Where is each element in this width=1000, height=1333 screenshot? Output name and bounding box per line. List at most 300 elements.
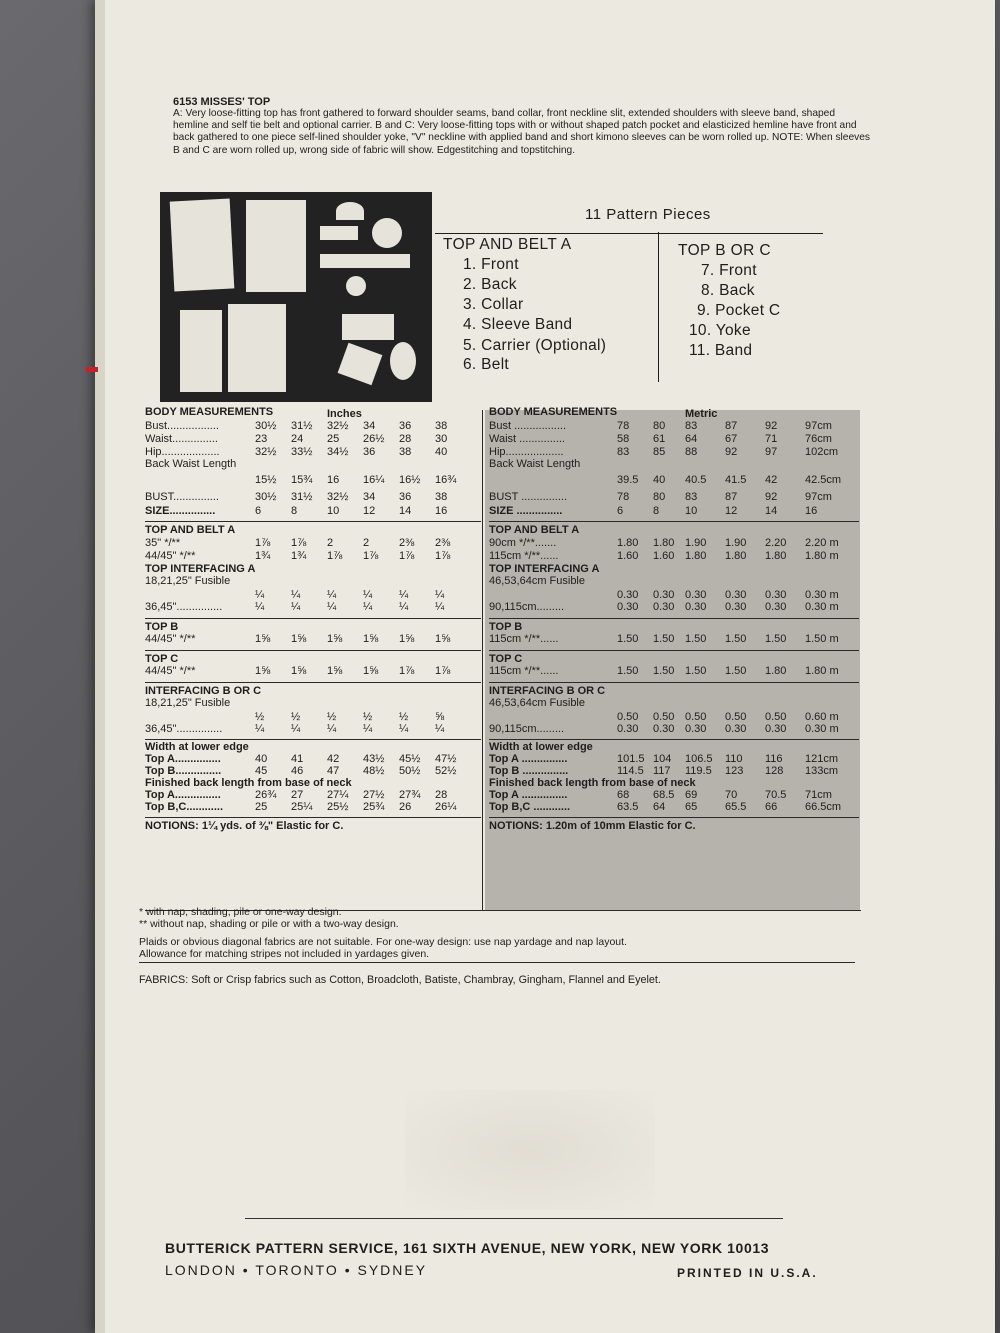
table-cell: 121cm — [805, 753, 839, 765]
section-title: BODY MEASUREMENTS — [489, 406, 618, 418]
piece-shape — [390, 342, 416, 380]
table-cell: 16½ — [399, 474, 421, 486]
divider — [145, 682, 481, 683]
table-cell: 76cm — [805, 433, 832, 445]
piece-item: 6. Belt — [463, 356, 510, 373]
red-mark — [86, 367, 98, 372]
section-title: Width at lower edge — [489, 741, 593, 753]
table-cell: ¼ — [399, 601, 409, 613]
table-cell: 0.30 — [653, 601, 675, 613]
table-cell: 34 — [363, 491, 376, 503]
table-cell: 30½ — [255, 420, 277, 432]
piece-shape — [320, 254, 410, 268]
table-cell: 0.30 m — [805, 723, 839, 735]
piece-shape — [246, 200, 306, 292]
piece-item: 3. Collar — [463, 296, 524, 313]
row-label: Back Waist Length — [145, 458, 237, 470]
table-cell: ¼ — [363, 723, 373, 735]
table-cell: ¼ — [363, 601, 373, 613]
piece-shape — [170, 198, 235, 291]
table-cell: 128 — [765, 765, 784, 777]
row-label: Top A............... — [145, 789, 221, 801]
table-cell: 34½ — [327, 446, 349, 458]
table-cell: 92 — [765, 420, 778, 432]
table-cell: ¼ — [327, 589, 337, 601]
table-cell: 1⅞ — [435, 665, 451, 677]
table-cell: 38 — [399, 446, 412, 458]
row-label: Top B,C ............ — [489, 801, 571, 813]
row-label: Bust ................. — [489, 420, 567, 432]
table-cell: 25 — [327, 433, 340, 445]
section-title: Width at lower edge — [145, 741, 249, 753]
section-title: Finished back length from base of neck — [145, 777, 352, 789]
table-cell: ¼ — [291, 601, 301, 613]
table-cell: 15½ — [255, 474, 277, 486]
table-cell: 92 — [725, 446, 738, 458]
table-cell: ¼ — [327, 723, 337, 735]
pattern-code: 6153 MISSES' TOP — [173, 96, 271, 108]
table-cell: 88 — [685, 446, 698, 458]
piece-item: 2. Back — [463, 276, 517, 293]
table-cell: 1⅝ — [327, 665, 343, 677]
table-cell: 23 — [255, 433, 268, 445]
table-cell: 68.5 — [653, 789, 675, 801]
table-cell: 97 — [765, 446, 778, 458]
table-cell: 102cm — [805, 446, 839, 458]
table-cell: 61 — [653, 433, 666, 445]
divider — [145, 618, 481, 619]
divider — [145, 739, 481, 740]
table-cell: ⅝ — [435, 711, 445, 723]
row-label: BUST............... — [145, 491, 219, 503]
table-cell: 2⅜ — [435, 537, 451, 549]
row-label: Top B............... — [145, 765, 222, 777]
metric-panel — [485, 410, 860, 910]
piece-item: 4. Sleeve Band — [463, 316, 573, 333]
notions: NOTIONS: 1¼ yds. of ⅜" Elastic for C. — [145, 820, 344, 832]
table-cell: 26¼ — [435, 801, 457, 813]
piece-item: 8. Back — [701, 282, 755, 299]
company-cities: LONDON • TORONTO • SYDNEY — [165, 1262, 428, 1278]
table-cell: 1⅞ — [291, 537, 307, 549]
divider — [145, 817, 481, 818]
table-cell: 0.50 — [725, 711, 747, 723]
table-cell: 16 — [435, 505, 448, 517]
table-cell: 27½ — [363, 789, 385, 801]
table-cell: 31½ — [291, 491, 313, 503]
row-label: 36,45"............... — [145, 723, 223, 735]
table-cell: 41.5 — [725, 474, 747, 486]
table-cell: 2⅜ — [399, 537, 415, 549]
table-cell: 0.30 — [685, 589, 707, 601]
table-cell: 1⅝ — [291, 665, 307, 677]
table-cell: 0.30 m — [805, 589, 839, 601]
row-label: 46,53,64cm Fusible — [489, 575, 585, 587]
table-cell: 30 — [435, 433, 448, 445]
divider — [482, 410, 483, 910]
table-cell: 28 — [399, 433, 412, 445]
table-cell: 1.50 — [617, 633, 639, 645]
table-cell: 26 — [399, 801, 412, 813]
table-cell: 1⅝ — [291, 633, 307, 645]
fabrics-note: FABRICS: Soft or Crisp fabrics such as Cotton, Broadcloth, Batiste, Chambray, Gingham, Flannel and Eyelet. — [139, 974, 661, 986]
table-cell: 10 — [327, 505, 340, 517]
table-cell: ¼ — [327, 601, 337, 613]
table-cell: 31½ — [291, 420, 313, 432]
table-cell: 67 — [725, 433, 738, 445]
table-cell: 36 — [399, 420, 412, 432]
section-title: TOP C — [489, 653, 523, 665]
row-label: 46,53,64cm Fusible — [489, 697, 585, 709]
table-cell: ¼ — [399, 723, 409, 735]
table-cell: 65 — [685, 801, 698, 813]
envelope-back — [105, 0, 985, 1333]
table-cell: 1.60 — [617, 550, 639, 562]
group-bc-title: TOP B OR C — [678, 242, 772, 259]
table-cell: ¼ — [255, 723, 265, 735]
table-cell: 65.5 — [725, 801, 747, 813]
divider — [489, 521, 859, 522]
piece-shape — [180, 310, 222, 392]
row-label: 90,115cm......... — [489, 723, 564, 735]
table-cell: 42.5cm — [805, 474, 842, 486]
piece-item: 1. Front — [463, 256, 519, 273]
table-cell: ¼ — [291, 723, 301, 735]
table-cell: 117 — [653, 765, 671, 777]
table-cell: ¼ — [363, 589, 373, 601]
table-cell: 0.30 — [725, 601, 747, 613]
pattern-pieces-title: 11 Pattern Pieces — [585, 206, 711, 223]
piece-item: 10. Yoke — [689, 322, 751, 339]
table-cell: 27¼ — [327, 789, 349, 801]
table-cell: 123 — [725, 765, 744, 777]
piece-shape — [372, 218, 402, 248]
table-cell: 80 — [653, 420, 666, 432]
table-cell: 48½ — [363, 765, 385, 777]
table-cell: 2 — [327, 537, 334, 549]
table-cell: 42 — [765, 474, 778, 486]
table-cell: 14 — [765, 505, 778, 517]
table-cell: 1.50 m — [805, 633, 839, 645]
table-cell: 1.50 — [685, 633, 707, 645]
table-cell: 69 — [685, 789, 698, 801]
piece-shape — [342, 314, 394, 340]
row-label: Waist ............... — [489, 433, 565, 445]
table-cell: 0.30 — [725, 589, 747, 601]
divider — [489, 682, 859, 683]
table-cell: 40 — [255, 753, 268, 765]
row-label: 90,115cm......... — [489, 601, 564, 613]
table-cell: 12 — [725, 505, 738, 517]
table-cell: 58 — [617, 433, 630, 445]
table-cell: 70.5 — [765, 789, 787, 801]
table-cell: 1.60 — [653, 550, 675, 562]
row-label: 18,21,25" Fusible — [145, 697, 231, 709]
table-cell: 0.30 — [617, 723, 639, 735]
plaids-note: Plaids or obvious diagonal fabrics are not suitable. For one-way design: use nap yardage and nap layout. — [139, 936, 627, 948]
footnote-nap: * with nap, shading, pile or one-way design. — [139, 906, 342, 918]
row-label: BUST ............... — [489, 491, 568, 503]
table-cell: 1.50 — [725, 665, 747, 677]
table-cell: 66.5cm — [805, 801, 842, 813]
table-cell: 85 — [653, 446, 666, 458]
section-title: TOP INTERFACING A — [489, 563, 600, 575]
table-cell: ¼ — [255, 589, 265, 601]
table-cell: 10 — [685, 505, 698, 517]
table-cell: ¼ — [399, 589, 409, 601]
table-cell: 26¾ — [255, 789, 277, 801]
table-cell: 2 — [363, 537, 370, 549]
table-cell: 52½ — [435, 765, 457, 777]
section-title: TOP INTERFACING A — [145, 563, 256, 575]
table-cell: 6 — [255, 505, 262, 517]
table-cell: 8 — [291, 505, 298, 517]
table-cell: ½ — [291, 711, 301, 723]
divider — [489, 817, 859, 818]
table-cell: 43½ — [363, 753, 385, 765]
section-title: INTERFACING B OR C — [145, 685, 262, 697]
table-cell: ¼ — [435, 601, 445, 613]
pattern-pieces-diagram — [160, 192, 432, 402]
table-cell: 47½ — [435, 753, 457, 765]
table-cell: 40 — [653, 474, 666, 486]
row-label: 115cm */**...... — [489, 633, 559, 645]
table-cell: 80 — [653, 491, 666, 503]
table-cell: 14 — [399, 505, 412, 517]
table-cell: 1.50 — [685, 665, 707, 677]
table-cell: 26½ — [363, 433, 385, 445]
table-cell: 34 — [363, 420, 376, 432]
divider — [489, 650, 859, 651]
table-cell: 1.90 — [725, 537, 747, 549]
piece-item: 5. Carrier (Optional) — [463, 337, 607, 354]
table-cell: 83 — [685, 491, 698, 503]
table-cell: 0.30 — [765, 601, 787, 613]
table-cell: 92 — [765, 491, 778, 503]
table-cell: 0.30 — [653, 723, 675, 735]
table-cell: 1.50 — [765, 633, 787, 645]
table-cell: 6 — [617, 505, 624, 517]
section-title: TOP AND BELT A — [145, 524, 236, 536]
divider — [435, 233, 823, 234]
table-cell: 30½ — [255, 491, 277, 503]
section-title: INTERFACING B OR C — [489, 685, 606, 697]
table-cell: 104 — [653, 753, 672, 765]
table-cell: 8 — [653, 505, 660, 517]
table-cell: 1.80 — [765, 550, 787, 562]
table-cell: 0.60 m — [805, 711, 839, 723]
row-label: 44/45" */** — [145, 665, 196, 677]
table-cell: 2.20 m — [805, 537, 839, 549]
table-cell: 1.50 — [725, 633, 747, 645]
table-cell: 1.50 — [617, 665, 639, 677]
row-label: 36,45"............... — [145, 601, 223, 613]
piece-shape — [320, 226, 358, 240]
piece-item: 11. Band — [689, 342, 753, 359]
piece-item: 9. Pocket C — [697, 302, 781, 319]
table-cell: 1⅞ — [399, 665, 415, 677]
table-cell: 1.50 — [653, 633, 675, 645]
table-cell: 27 — [291, 789, 304, 801]
table-cell: 16¼ — [363, 474, 385, 486]
table-cell: 0.50 — [653, 711, 675, 723]
table-cell: 38 — [435, 491, 448, 503]
table-cell: ½ — [399, 711, 409, 723]
table-cell: 0.30 — [685, 601, 707, 613]
section-title: TOP AND BELT A — [489, 524, 580, 536]
table-cell: 16¾ — [435, 474, 457, 486]
section-title: TOP B — [145, 621, 179, 633]
table-cell: 32½ — [255, 446, 277, 458]
table-cell: 42 — [327, 753, 340, 765]
table-cell: 1⅝ — [255, 665, 271, 677]
company-address: BUTTERICK PATTERN SERVICE, 161 SIXTH AVENUE, NEW YORK, NEW YORK 10013 — [165, 1240, 770, 1256]
table-cell: 45½ — [399, 753, 421, 765]
table-cell: 1⅝ — [435, 633, 451, 645]
divider — [145, 521, 481, 522]
table-cell: 83 — [617, 446, 630, 458]
section-title: TOP C — [145, 653, 179, 665]
table-cell: ¼ — [435, 723, 445, 735]
table-cell: 68 — [617, 789, 630, 801]
unit-label: Inches — [327, 408, 362, 420]
table-cell: 116 — [765, 753, 783, 765]
row-label: Top A ............... — [489, 789, 568, 801]
table-cell: 36 — [399, 491, 412, 503]
row-label: Back Waist Length — [489, 458, 581, 470]
table-cell: 1.80 m — [805, 665, 839, 677]
table-cell: 97cm — [805, 420, 832, 432]
table-cell: 25¼ — [291, 801, 313, 813]
table-cell: 33½ — [291, 446, 313, 458]
table-cell: 15¾ — [291, 474, 313, 486]
table-cell: 0.30 — [765, 589, 787, 601]
table-cell: 97cm — [805, 491, 832, 503]
table-cell: 1.80 — [725, 550, 747, 562]
table-cell: 1¾ — [291, 550, 307, 562]
row-label: 115cm */**...... — [489, 550, 559, 562]
row-label: Top B,C............ — [145, 801, 224, 813]
table-cell: 0.30 — [765, 723, 787, 735]
table-cell: 0.30 — [725, 723, 747, 735]
table-cell: 1⅞ — [363, 550, 379, 562]
table-cell: 114.5 — [617, 765, 644, 777]
table-cell: 133cm — [805, 765, 839, 777]
row-label: SIZE............... — [145, 505, 216, 517]
table-cell: ½ — [327, 711, 337, 723]
printed-in: PRINTED IN U.S.A. — [677, 1266, 818, 1280]
table-cell: 0.30 — [685, 723, 707, 735]
divider — [658, 232, 659, 382]
piece-shape — [338, 343, 383, 385]
section-title: TOP B — [489, 621, 523, 633]
table-cell: 119.5 — [685, 765, 712, 777]
table-cell: 25 — [255, 801, 268, 813]
table-cell: 32½ — [327, 420, 349, 432]
section-title: Finished back length from base of neck — [489, 777, 696, 789]
unit-label: Metric — [685, 408, 718, 420]
table-cell: 1⅝ — [363, 665, 379, 677]
envelope-edge — [95, 0, 105, 1333]
piece-shape — [228, 304, 286, 392]
row-label: 18,21,25" Fusible — [145, 575, 231, 587]
row-label: Top A ............... — [489, 753, 568, 765]
table-cell: 78 — [617, 491, 630, 503]
section-title: BODY MEASUREMENTS — [145, 406, 274, 418]
table-cell: 36 — [363, 446, 376, 458]
notions: NOTIONS: 1.20m of 10mm Elastic for C. — [489, 820, 696, 832]
table-cell: 87 — [725, 420, 738, 432]
table-cell: 47 — [327, 765, 340, 777]
row-label: 115cm */**...... — [489, 665, 559, 677]
table-cell: ½ — [363, 711, 373, 723]
divider — [145, 650, 481, 651]
table-cell: 1⅝ — [363, 633, 379, 645]
row-label: Bust................. — [145, 420, 219, 432]
table-cell: 28 — [435, 789, 448, 801]
table-cell: 0.30 — [617, 589, 639, 601]
table-cell: 16 — [805, 505, 818, 517]
divider — [139, 962, 855, 963]
table-cell: 64 — [653, 801, 666, 813]
row-label: Top A............... — [145, 753, 221, 765]
table-cell: ½ — [255, 711, 265, 723]
table-cell: 1.90 — [685, 537, 707, 549]
table-cell: 39.5 — [617, 474, 639, 486]
table-cell: 0.50 — [617, 711, 639, 723]
table-cell: ¼ — [255, 601, 265, 613]
table-cell: 12 — [363, 505, 376, 517]
table-cell: 63.5 — [617, 801, 639, 813]
table-cell: 1⅝ — [255, 633, 271, 645]
table-cell: 1.80 — [765, 665, 787, 677]
table-cell: 24 — [291, 433, 304, 445]
table-cell: 1.50 — [653, 665, 675, 677]
row-label: 44/45" */** — [145, 550, 196, 562]
table-cell: ¼ — [291, 589, 301, 601]
piece-shape — [346, 276, 366, 296]
table-cell: 0.50 — [765, 711, 787, 723]
footnote-without-nap: ** without nap, shading or pile or with a two-way design. — [139, 918, 399, 930]
divider — [489, 618, 859, 619]
table-cell: 87 — [725, 491, 738, 503]
table-cell: 38 — [435, 420, 448, 432]
table-cell: 46 — [291, 765, 304, 777]
table-cell: 16 — [327, 474, 340, 486]
row-label: Waist............... — [145, 433, 218, 445]
table-cell: 0.50 — [685, 711, 707, 723]
table-cell: 1.80 — [685, 550, 707, 562]
row-label: 44/45" */** — [145, 633, 196, 645]
table-cell: 1⅞ — [255, 537, 271, 549]
row-label: 90cm */**....... — [489, 537, 557, 549]
table-cell: 1¾ — [255, 550, 271, 562]
paper-stain — [405, 1090, 655, 1210]
table-cell: 71 — [765, 433, 778, 445]
piece-shape — [336, 202, 364, 220]
table-cell: 41 — [291, 753, 304, 765]
table-cell: 64 — [685, 433, 698, 445]
table-cell: 0.30 — [653, 589, 675, 601]
row-label: 35" */** — [145, 537, 181, 549]
table-cell: 1.80 — [653, 537, 675, 549]
table-cell: 1⅞ — [327, 550, 343, 562]
table-cell: 66 — [765, 801, 778, 813]
divider — [489, 739, 859, 740]
group-a-title: TOP AND BELT A — [443, 236, 572, 253]
table-cell: 1⅞ — [435, 550, 451, 562]
table-cell: 40.5 — [685, 474, 707, 486]
